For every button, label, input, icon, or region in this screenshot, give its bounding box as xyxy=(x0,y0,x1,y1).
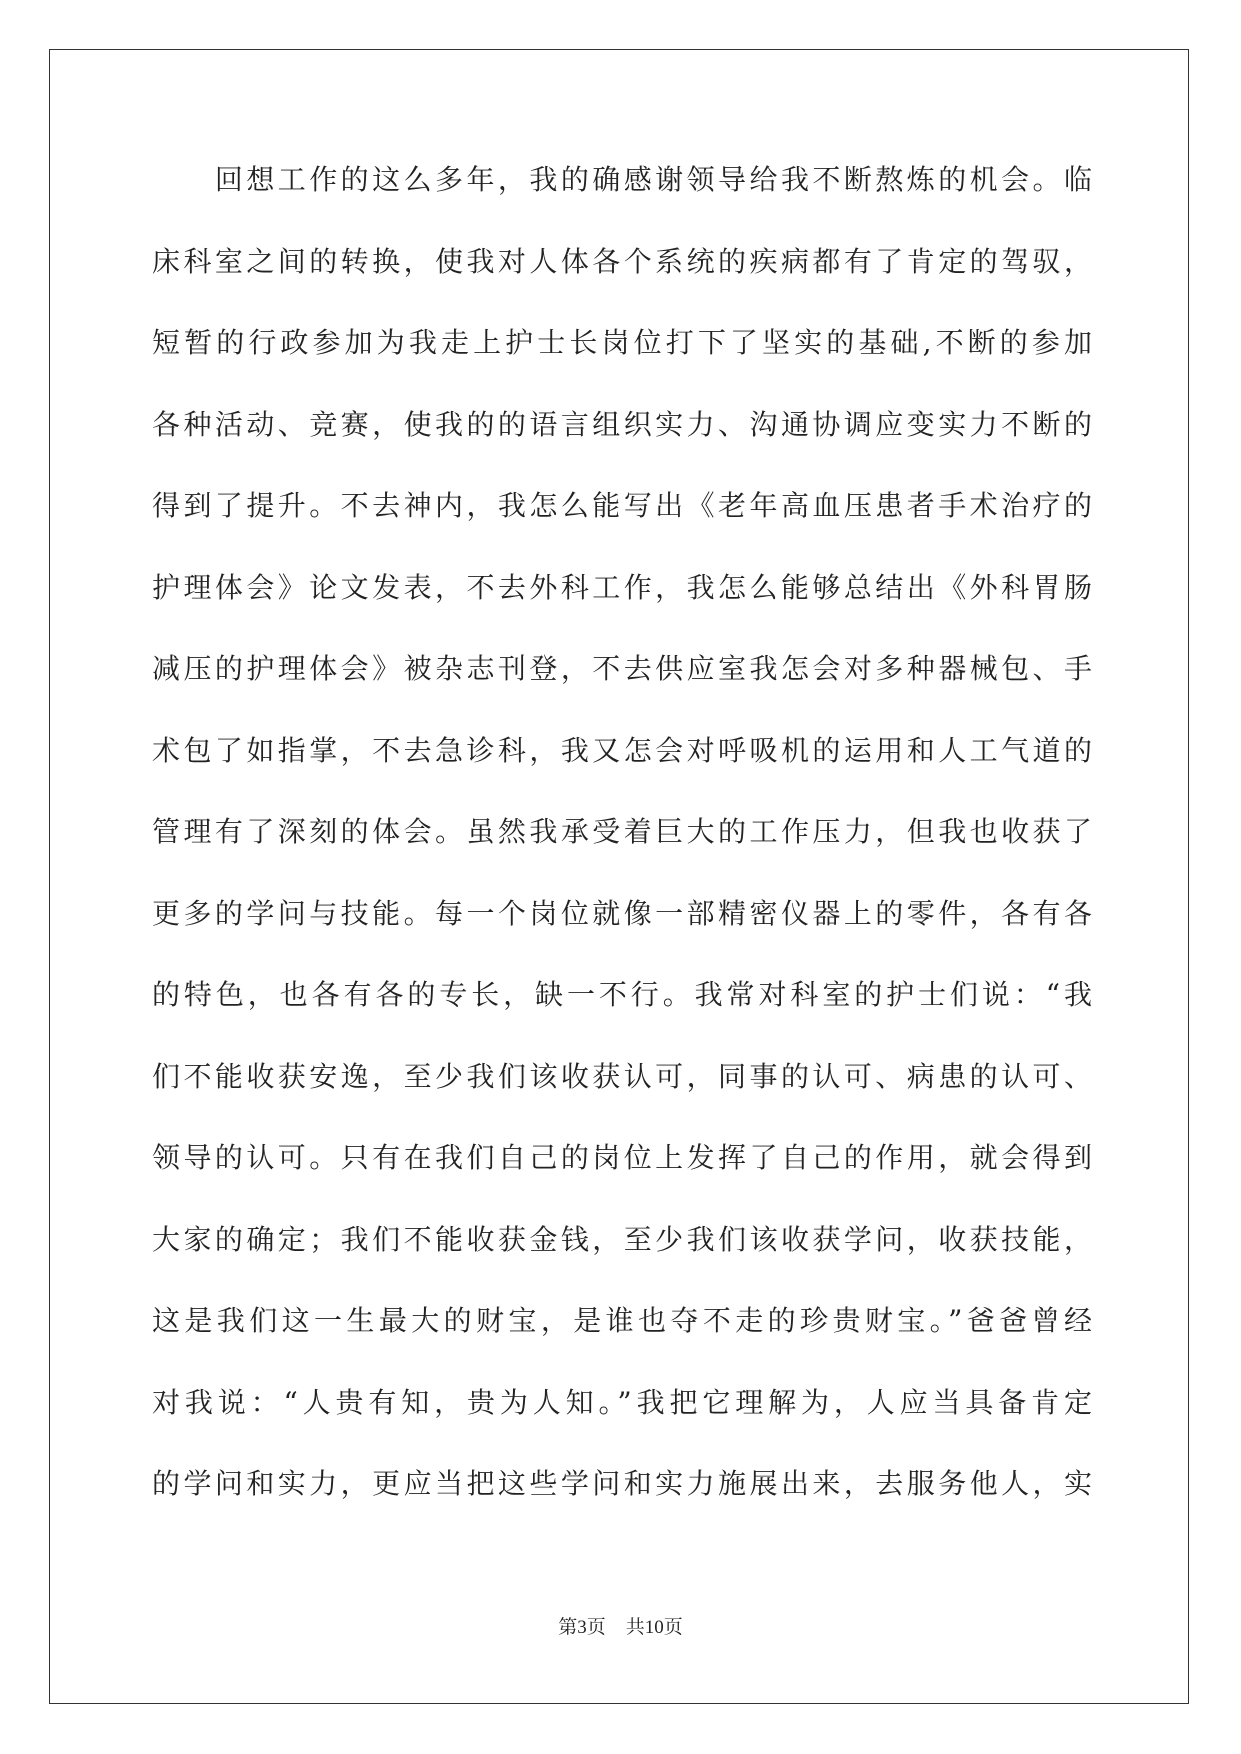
text-line: 护理体会》论文发表，不去外科工作，我怎么能够总结出《外科胃肠 xyxy=(152,570,1092,604)
text-line: 这是我们这一生最大的财宝，是谁也夺不走的珍贵财宝。”爸爸曾经 xyxy=(152,1304,1092,1337)
text-line: 各种活动、竞赛，使我的的语言组织实力、沟通协调应变实力不断的 xyxy=(152,407,1092,441)
text-line: 减压的护理体会》被杂志刊登，不去供应室我怎会对多种器械包、手 xyxy=(152,652,1092,685)
page-footer xyxy=(0,1612,1241,1639)
text-line: 管理有了深刻的体会。虽然我承受着巨大的工作压力，但我也收获了 xyxy=(152,815,1092,848)
text-line: 领导的认可。只有在我们自己的岗位上发挥了自己的作用，就会得到 xyxy=(152,1141,1092,1174)
text-line: 更多的学问与技能。每一个岗位就像一部精密仪器上的零件，各有各 xyxy=(152,896,1092,930)
text-line: 得到了提升。不去神内，我怎么能写出《老年高血压患者手术治疗的 xyxy=(152,489,1092,522)
page-total: 共10页 xyxy=(625,1617,683,1638)
text-line: 的学问和实力，更应当把这些学问和实力施展出来，去服务他人，实 xyxy=(152,1467,1092,1500)
page-number: 第3页 xyxy=(558,1617,606,1638)
text-line: 们不能收获安逸，至少我们该收获认可，同事的认可、病患的认可、 xyxy=(152,1059,1092,1093)
text-line: 床科室之间的转换，使我对人体各个系统的疾病都有了肯定的驾驭， xyxy=(152,244,1092,278)
text-line: 对我说：“人贵有知，贵为人知。”我把它理解为，人应当具备肯定 xyxy=(152,1385,1092,1419)
text-line: 的特色，也各有各的专长，缺一不行。我常对科室的护士们说：“我 xyxy=(152,978,1092,1011)
body-paragraph xyxy=(152,160,1092,1546)
text-line: 回想工作的这么多年，我的确感谢领导给我不断熬炼的机会。临 xyxy=(152,163,1092,196)
text-line: 大家的确定；我们不能收获金钱，至少我们该收获学问，收获技能， xyxy=(152,1222,1092,1256)
text-line: 短暂的行政参加为我走上护士长岗位打下了坚实的基础,不断的参加 xyxy=(152,326,1092,359)
text-line: 术包了如指掌，不去急诊科，我又怎会对呼吸机的运用和人工气道的 xyxy=(152,733,1092,767)
